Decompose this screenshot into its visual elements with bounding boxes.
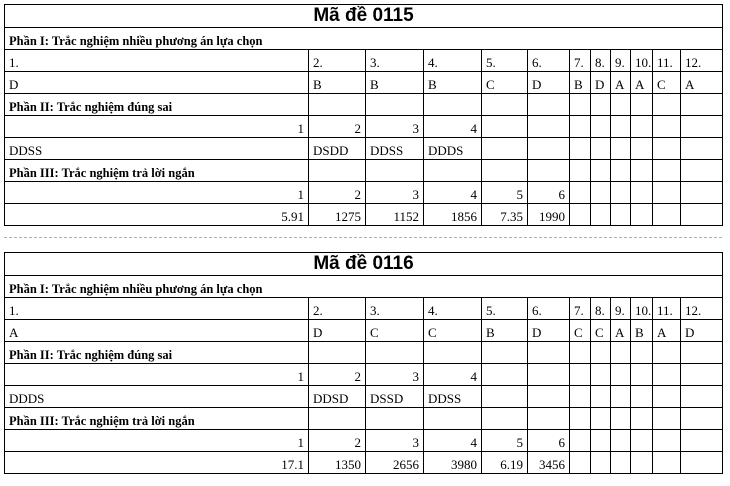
part2-number-row [5,116,723,138]
part1-number-row [5,298,723,320]
question-number: 7. [570,298,591,320]
answer-cell: C [366,320,424,342]
question-number: 3. [366,298,424,320]
question-number: 2 [309,364,366,386]
part3-heading: Phần III: Trắc nghiệm trả lời ngắn [5,408,309,430]
answer-cell: 1152 [366,204,424,226]
answer-cell: A [681,72,723,94]
part3-heading: Phần III: Trắc nghiệm trả lời ngắn [5,160,309,182]
answer-cell: B [482,320,528,342]
question-number: 4 [424,116,482,138]
question-number: 6 [528,430,570,452]
answer-cell: 1275 [309,204,366,226]
part2-heading: Phần II: Trắc nghiệm đúng sai [5,342,309,364]
answer-cell: DDDS [5,386,309,408]
question-number: 4 [424,430,482,452]
answer-cell: 17.1 [5,452,309,474]
answer-cell: 6.19 [482,452,528,474]
question-number: 3 [366,430,424,452]
exam-code-title: Mã đề 0116 [5,253,723,276]
part3-answer-row [5,452,723,474]
part1-heading: Phần I: Trắc nghiệm nhiều phương án lựa chọn [5,276,723,298]
question-number: 8. [591,50,611,72]
question-number: 12. [681,50,723,72]
answer-cell: A [611,320,631,342]
question-number: 3 [366,116,424,138]
part2-number-row [5,364,723,386]
part3-number-row [5,182,723,204]
answer-cell: 5.91 [5,204,309,226]
answer-cell: DDDS [424,138,482,160]
question-number: 11. [653,298,681,320]
answer-cell: D [5,72,309,94]
question-number: 6. [528,298,570,320]
question-number: 2 [309,116,366,138]
answer-cell: D [681,320,723,342]
answer-cell: 3456 [528,452,570,474]
answer-cell: A [5,320,309,342]
part1-answer-row [5,72,723,94]
answer-cell: 2656 [366,452,424,474]
answer-cell: B [631,320,653,342]
question-number: 9. [611,298,631,320]
question-number: 4. [424,50,482,72]
question-number: 4 [424,364,482,386]
exam-section-0115 [4,4,722,226]
part1-answer-row [5,320,723,342]
question-number: 4. [424,298,482,320]
part1-heading: Phần I: Trắc nghiệm nhiều phương án lựa chọn [5,28,723,50]
answer-cell: B [424,72,482,94]
answer-cell: A [631,72,653,94]
question-number: 5 [482,430,528,452]
answer-cell: 1990 [528,204,570,226]
answer-cell: B [366,72,424,94]
question-number: 10. [631,50,653,72]
page-break-line [4,237,722,238]
answer-cell: DSSD [366,386,424,408]
answer-table [4,252,723,474]
answer-cell: D [591,72,611,94]
answer-cell: 3980 [424,452,482,474]
answer-cell: B [309,72,366,94]
question-number: 3 [366,364,424,386]
question-number: 5 [482,182,528,204]
part3-number-row [5,430,723,452]
question-number: 5. [482,298,528,320]
question-number: 9. [611,50,631,72]
answer-cell: D [528,72,570,94]
question-number: 11. [653,50,681,72]
question-number: 3. [366,50,424,72]
question-number: 3 [366,182,424,204]
exam-code-title: Mã đề 0115 [5,5,723,28]
part1-number-row [5,50,723,72]
answer-cell: A [653,320,681,342]
question-number: 2. [309,298,366,320]
question-number: 1. [5,50,309,72]
answer-cell: B [570,72,591,94]
question-number: 12. [681,298,723,320]
answer-table [4,4,723,226]
question-number: 1. [5,298,309,320]
answer-cell: C [570,320,591,342]
answer-cell: DDSS [5,138,309,160]
part3-answer-row [5,204,723,226]
question-number: 1 [5,364,309,386]
question-number: 1 [5,430,309,452]
question-number: 8. [591,298,611,320]
answer-cell: C [591,320,611,342]
answer-cell: D [309,320,366,342]
answer-cell: DSDD [309,138,366,160]
answer-cell: DDSS [424,386,482,408]
question-number: 5. [482,50,528,72]
answer-cell: C [482,72,528,94]
answer-cell: DDSD [309,386,366,408]
question-number: 10. [631,298,653,320]
part2-answer-row [5,386,723,408]
question-number: 6. [528,50,570,72]
answer-cell: C [424,320,482,342]
answer-cell: DDSS [366,138,424,160]
question-number: 4 [424,182,482,204]
question-number: 1 [5,116,309,138]
question-number: 6 [528,182,570,204]
question-number: 1 [5,182,309,204]
question-number: 2. [309,50,366,72]
answer-cell: C [653,72,681,94]
answer-cell: 7.35 [482,204,528,226]
answer-cell: A [611,72,631,94]
part2-answer-row [5,138,723,160]
answer-cell: 1856 [424,204,482,226]
answer-cell: 1350 [309,452,366,474]
question-number: 7. [570,50,591,72]
question-number: 2 [309,430,366,452]
part2-heading: Phần II: Trắc nghiệm đúng sai [5,94,309,116]
exam-section-0116 [4,252,722,474]
question-number: 2 [309,182,366,204]
answer-cell: D [528,320,570,342]
